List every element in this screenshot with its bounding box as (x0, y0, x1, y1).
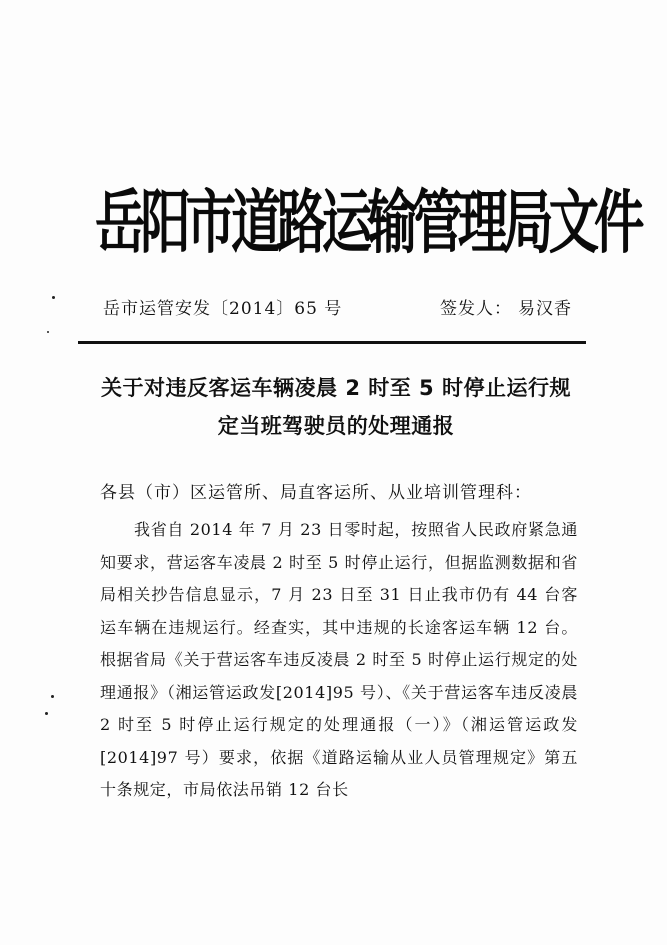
signer-name: 易汉香 (518, 299, 572, 319)
document-header-title: 岳阳市道路运输管理局文件 (95, 182, 640, 264)
body-paragraph: 我省自 2014 年 7 月 23 日零时起，按照省人民政府紧急通知要求，营运客车凌晨 2 时至 5 时停止运行，但据监测数据和省局相关抄告信息显示，7 月 23 日至 31 日止我市仍有 44 台客运车辆在违规运行。经查实，其中违规的长途客运车辆 12 台。根据省局《关于营运客车违反凌晨 2 时至 5 时停止运行规定的处理通报》（湘运管运政发[2014]95 号）、《关于营运客车违反凌晨 2 时至 5 时停止运行规定的处理通报（一）》（湘运管运政发[2014]97 号）要求，依据《道路运输从业人员管理规定》第五十条规定，市局依法吊销 12 台长 (100, 520, 578, 799)
header-divider-rule (78, 341, 586, 344)
scan-speck (51, 695, 54, 698)
signer-line (440, 294, 572, 319)
addressee-line: 各县（市）区运管所、局直客运所、从业培训管理科： (100, 483, 532, 503)
signer-label: 签发人： (440, 299, 512, 319)
scan-speck (52, 296, 55, 299)
notice-title: 关于对违反客运车辆凌晨 2 时至 5 时停止运行规定当班驾驶员的处理通报 (101, 376, 571, 438)
document-number: 岳市运管安发〔2014〕65 号 (103, 299, 343, 319)
scan-speck (47, 331, 49, 333)
scan-speck (45, 712, 48, 715)
